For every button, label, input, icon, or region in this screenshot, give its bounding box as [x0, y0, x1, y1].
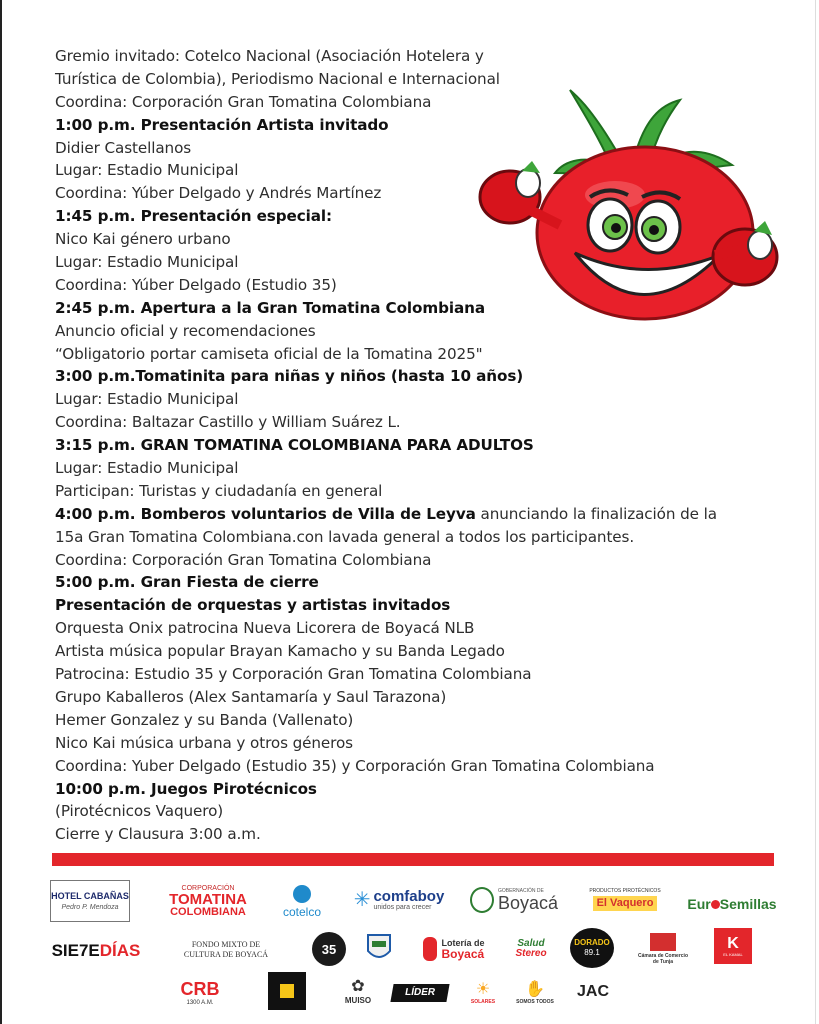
solares-sun-icon: ☀: [475, 980, 491, 998]
program-text-line: Turística de Colombia), Periodismo Nacional e Internacional: [55, 69, 500, 88]
program-text-line: Coordina: Yúber Delgado (Estudio 35): [55, 275, 337, 294]
program-text-line: Coordina: Baltazar Castillo y William Suárez L.: [55, 413, 401, 432]
program-text-line: Cierre y Clausura 3:00 a.m.: [55, 825, 261, 844]
program-text-line: Coordina: Yúber Delgado y Andrés Martínez: [55, 184, 382, 203]
municipal-shield-icon: [365, 932, 393, 966]
program-text-line: Grupo Kaballeros (Alex Santamaría y Saul Tarazona): [55, 687, 447, 706]
sponsor-logos: [0, 870, 819, 1024]
jac-logo: JAC: [576, 983, 609, 1000]
program-text-line: [55, 503, 775, 526]
program-text-line: Anuncio oficial y recomendaciones: [55, 321, 316, 340]
boyaca-shield-icon: [470, 887, 494, 913]
estudio-35-logo: 35: [312, 932, 346, 966]
program-text-line: (Pirotécnicos Vaquero): [55, 802, 224, 821]
black-square-logo: [268, 972, 306, 1010]
fondo-mixto-cultura-logo: FONDO MIXTO DE CULTURA DE BOYACÁ: [183, 940, 269, 959]
program-text-line: Coordina: Corporación Gran Tomatina Colombiana: [55, 550, 432, 569]
comfaboy-star-icon: ✳: [353, 889, 371, 911]
program-text-line: Participan: Turistas y ciudadanía en general: [55, 481, 383, 500]
muiso-bee-icon: ✿: [351, 978, 365, 995]
program-text-line: Hemer Gonzalez y su Banda (Vallenato): [55, 710, 354, 729]
camara-emblem-icon: [650, 933, 676, 951]
cotelco-circle-icon: [293, 885, 311, 903]
el-vaquero-logo: PRODUCTOS PIROTÉCNICOS El Vaquero: [589, 888, 661, 909]
cotelco-logo: cotelco: [272, 878, 332, 924]
el-kamal-logo: K EL KAMAL: [714, 928, 752, 964]
divider-red-bar: [52, 853, 774, 866]
lider-logo: LÍDER: [390, 984, 449, 1002]
crb-radio-logo: CRB 1300 A.M.: [180, 979, 220, 1006]
eurosemillas-logo: Eur Semillas: [687, 896, 777, 912]
program-text-line: Lugar: Estadio Municipal: [55, 161, 239, 180]
solares-logo: ☀ SOLARES: [470, 980, 496, 1005]
camara-comercio-tunja-logo: Cámara de Comercio de Tunja: [630, 928, 696, 970]
program-text-line: Nico Kai género urbano: [55, 230, 231, 249]
muiso-logo: ✿ MUISO: [344, 978, 372, 1005]
program-text-line: Lugar: Estadio Municipal: [55, 390, 239, 409]
program-heading-line: 1:45 p.m. Presentación especial:: [55, 207, 332, 226]
program-heading-part: 4:00 p.m. Bomberos voluntarios de Villa de Leyva: [55, 504, 476, 523]
program-text-line: Lugar: Estadio Municipal: [55, 253, 239, 272]
dorado-radio-logo: DORADO 89.1: [570, 928, 614, 968]
program-heading-line: 10:00 p.m. Juegos Pirotécnicos: [55, 779, 317, 798]
program-heading-line: 2:45 p.m. Apertura a la Gran Tomatina Colombiana: [55, 298, 485, 317]
tomatina-colombiana-logo: CORPORACIÓN TOMATINA COLOMBIANA: [169, 884, 247, 918]
hotel-cabanas-logo: HOTEL CABAÑAS Pedro P. Mendoza: [50, 880, 130, 922]
sutamarchan-logo: ✋ SOMOS TODOS: [516, 980, 554, 1005]
comfaboy-logo: ✳ comfaboy unidos para crecer: [353, 888, 445, 911]
loteria-figure-icon: [423, 937, 437, 961]
sutamarchan-hand-icon: ✋: [525, 980, 545, 998]
program-text-line: Gremio invitado: Cotelco Nacional (Asociación Hotelera y: [55, 47, 484, 65]
salud-stereo-logo: Salud Stereo: [515, 938, 547, 959]
program-text-line: Lugar: Estadio Municipal: [55, 459, 239, 478]
program-heading-line: 5:00 p.m. Gran Fiesta de cierre: [55, 573, 319, 592]
program-heading-line: 3:15 p.m. GRAN TOMATINA COLOMBIANA PARA ADULTOS: [55, 436, 534, 455]
program-heading-line: 1:00 p.m. Presentación Artista invitado: [55, 115, 389, 134]
program-text-line: Coordina: Corporación Gran Tomatina Colombiana: [55, 92, 432, 111]
program-text-line: Artista música popular Brayan Kamacho y su Banda Legado: [55, 642, 505, 661]
tomato-mascot-illustration: [470, 85, 790, 335]
program-text-line: Orquesta Onix patrocina Nueva Licorera de Boyacá NLB: [55, 619, 475, 638]
program-text-line: Patrocina: Estudio 35 y Corporación Gran Tomatina Colombiana: [55, 665, 532, 684]
loteria-boyaca-logo: Lotería de Boyacá: [412, 934, 496, 964]
gobernacion-boyaca-logo: GOBERNACIÓN DE Boyacá: [464, 884, 564, 916]
program-text-line: Didier Castellanos: [55, 138, 192, 157]
program-text-part: anunciando la finalización de la: [475, 504, 717, 523]
program-text-line: 15a Gran Tomatina Colombiana.con lavada general a todos los participantes.: [55, 527, 635, 546]
eurosemillas-dot-icon: [711, 900, 720, 909]
program-text-line: “Obligatorio portar camiseta oficial de la Tomatina 2025": [55, 344, 483, 363]
program-text-line: Coordina: Yuber Delgado (Estudio 35) y Corporación Gran Tomatina Colombiana: [55, 756, 655, 775]
siete-dias-logo: SIE7E DÍAS: [51, 940, 141, 960]
program-heading-line: Presentación de orquestas y artistas invitados: [55, 596, 451, 615]
program-text-line: Nico Kai música urbana y otros géneros: [55, 733, 353, 752]
program-heading-line: 3:00 p.m.Tomatinita para niñas y niños (hasta 10 años): [55, 367, 524, 386]
